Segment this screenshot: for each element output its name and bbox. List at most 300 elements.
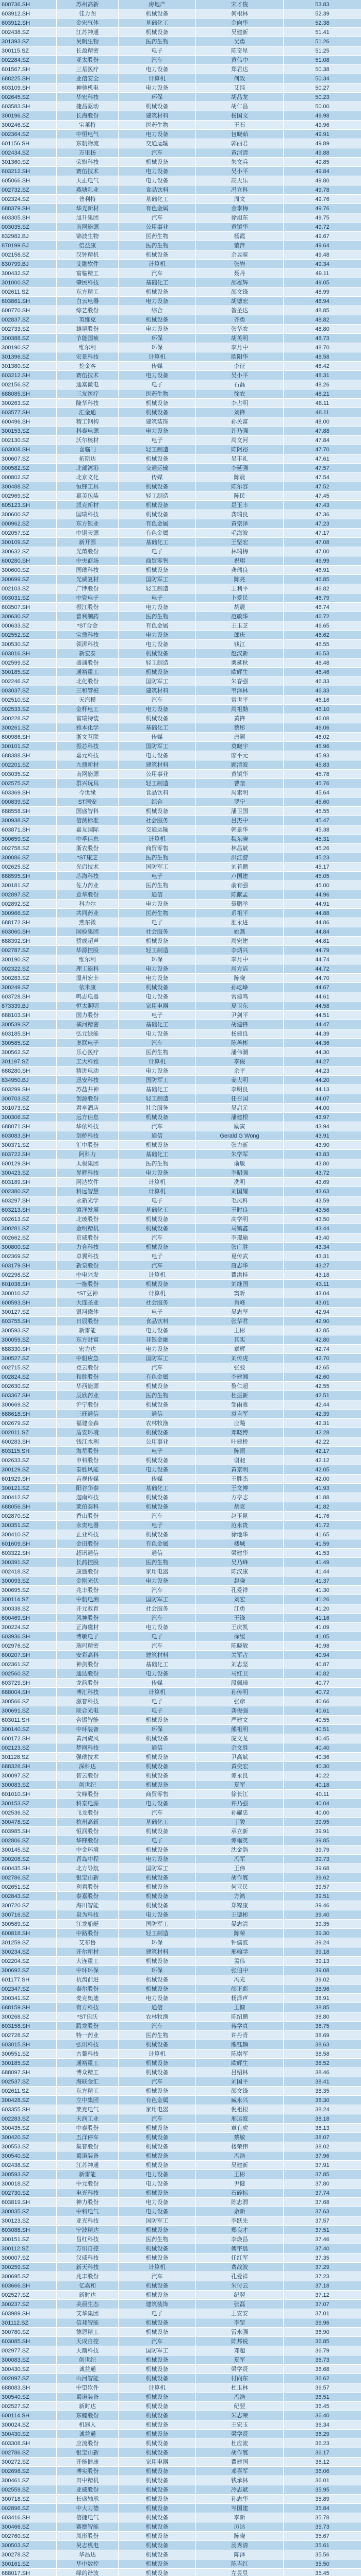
industry-cell: 交通运输 [119,139,196,148]
table-row [0,287,361,297]
score-cell: 47.36 [284,510,361,519]
score-cell: 47.08 [284,538,361,547]
stock-name-cell: 长药控股 [57,1558,119,1567]
manager-cell: 徐缓 [196,1632,284,1641]
stock-name-cell: 创世纪 [57,1781,119,1790]
stock-code-cell: 603083.SH [0,1131,57,1141]
manager-cell: 王庆凯 [196,1623,284,1632]
stock-name-cell: 泰尔股份 [57,1985,119,1994]
industry-cell: 电子 [119,1196,196,1206]
stock-name-cell: 精进电动 [57,1066,119,1076]
table-row [0,325,361,334]
stock-name-cell: 工大科雅 [57,1057,119,1066]
score-cell: 45.31 [284,835,361,844]
stock-name-cell: 神力股份 [57,2198,119,2207]
score-cell: 46.72 [284,612,361,621]
stock-code-cell: 300101.SZ [0,742,57,751]
table-row [0,2040,361,2049]
industry-cell: 社会服务 [119,1298,196,1308]
table-row [0,352,361,362]
manager-cell: 孙志华 [196,2495,284,2504]
table-row [0,1595,361,1604]
stock-name-cell: 宏景科技 [57,352,119,362]
score-cell: 49.72 [284,223,361,232]
stock-code-cell: 603722.SH [0,1150,57,1159]
manager-cell: 左昱昱 [196,2569,284,2576]
stock-code-cell: 688558.SH [0,807,57,816]
stock-code-cell: 000633.SZ [0,621,57,631]
manager-cell: 徐地华 [196,1530,284,1539]
manager-cell: 尹高斌 [196,1753,284,1762]
stock-name-cell: 金明精机 [57,1224,119,1233]
table-row [0,668,361,677]
industry-cell: 环保 [119,1966,196,1975]
industry-cell: 商贸零售 [119,844,196,853]
score-cell: 41.59 [284,1539,361,1549]
table-row [0,2467,361,2476]
industry-cell: 电子 [119,594,196,603]
table-row [0,2263,361,2272]
table-row [0,1391,361,1400]
manager-cell: 余文胜 [196,1743,284,1753]
stock-name-cell: 康盛股份 [57,1567,119,1577]
stock-name-cell: 天箭科技 [57,2346,119,2355]
industry-cell: 食品饮料 [119,185,196,195]
manager-cell: 高学明 [196,1215,284,1224]
table-row [0,1428,361,1437]
score-cell: 36.90 [284,2328,361,2337]
stock-name-cell: 银宝山新 [57,2448,119,2458]
industry-cell: 电力设备 [119,1910,196,1920]
score-cell: 48.80 [284,325,361,334]
industry-cell: 汽车 [119,269,196,278]
table-row [0,1530,361,1539]
stock-name-cell: 远方信息 [57,1113,119,1122]
industry-cell: 电子 [119,2309,196,2318]
industry-cell: 电力设备 [119,371,196,380]
industry-cell: 国防军工 [119,1920,196,1929]
industry-cell: 电力设备 [119,1799,196,1808]
manager-cell: 艾纯 [196,83,284,93]
stock-name-cell: 新宏泰 [57,649,119,658]
table-row [0,2420,361,2430]
manager-cell: 王锋 [196,1614,284,1623]
industry-cell: 机械设备 [119,2476,196,2485]
score-cell: 48.94 [284,297,361,306]
manager-cell: 黄镇华 [196,223,284,232]
table-row [0,770,361,779]
table-row [0,575,361,584]
industry-cell: 机械设备 [119,1781,196,1790]
stock-name-cell: 亿嘉和 [57,2281,119,2291]
score-cell: 43.80 [284,1159,361,1168]
industry-cell: 商贸零售 [119,556,196,566]
score-cell: 40.72 [284,1688,361,1697]
score-cell: 42.12 [284,1456,361,1465]
manager-cell: 窦昕 [196,1289,284,1298]
score-cell: 42.51 [284,1391,361,1400]
score-cell: 44.88 [284,909,361,918]
industry-cell: 机械设备 [119,2448,196,2458]
manager-cell: 陈雨 [196,1447,284,1456]
stock-code-cell: 300461.SZ [0,2476,57,2485]
table-row [0,1029,361,1039]
table-row [0,1141,361,1150]
stock-name-cell: 迦南科技 [57,1493,119,1502]
stock-name-cell: 泰胜风能 [57,1465,119,1475]
industry-cell: 电力设备 [119,1066,196,1076]
industry-cell: 电力设备 [119,640,196,649]
table-row [0,1419,361,1428]
table-row [0,2049,361,2059]
industry-cell: 机械设备 [119,2151,196,2161]
industry-cell: 机械设备 [119,566,196,575]
table-row [0,1233,361,1243]
stock-code-cell: 605066.SH [0,176,57,185]
stock-code-cell: 002633.SZ [0,1456,57,1465]
industry-cell: 机械设备 [119,668,196,677]
manager-cell: 任红军 [196,2253,284,2263]
score-cell: 39.57 [284,1883,361,1892]
industry-cell: 汽车 [119,1039,196,1048]
score-cell: 46.79 [284,594,361,603]
industry-cell: 机械设备 [119,2328,196,2337]
stock-code-cell: 603179.SH [0,1261,57,1270]
manager-cell: 沈金浩 [196,1845,284,1855]
industry-cell: 建筑材料 [119,760,196,770]
stock-code-cell: 605123.SH [0,501,57,510]
score-cell: 40.66 [284,1697,361,1706]
stock-name-cell: 艾布鲁 [57,1938,119,1947]
manager-cell: 张伯中 [196,1966,284,1975]
stock-code-cell: 300430.SZ [0,2430,57,2439]
score-cell: 36.45 [284,2402,361,2411]
manager-cell: 关军占 [196,1651,284,1660]
manager-cell: 王彬 [196,2170,284,2179]
stock-name-cell: 中环环保 [57,1966,119,1975]
stock-name-cell: 苏盐井神 [57,1085,119,1094]
table-row [0,1261,361,1270]
score-cell: 42.05 [284,1465,361,1475]
stock-code-cell: 002201.SZ [0,760,57,770]
score-cell: 43.72 [284,1168,361,1178]
stock-name-cell: 开能健康 [57,2458,119,2467]
stock-name-cell: 九鼎新材 [57,760,119,770]
stock-name-cell: 智云股份 [57,1771,119,1781]
stock-name-cell: 嘉元科技 [57,751,119,760]
stock-name-cell: 通富微电 [57,380,119,389]
manager-cell: 李焕昌 [196,2235,284,2244]
manager-cell: 是玉丰 [196,501,284,510]
table-row [0,2216,361,2226]
score-cell: 43.94 [284,1122,361,1131]
stock-name-cell: 开元教育 [57,1604,119,1614]
stock-name-cell: 宁波精达 [57,2226,119,2235]
score-cell: 43.31 [284,1252,361,1261]
score-cell: 48.82 [284,315,361,325]
table-row [0,2235,361,2244]
score-cell: 44.58 [284,1002,361,1011]
table-row [0,399,361,408]
stock-name-cell: 三旺通信 [57,1410,119,1419]
manager-cell: 俞有强 [196,881,284,890]
industry-cell: 电子 [119,872,196,881]
industry-cell: 计算机 [119,1178,196,1187]
stock-code-cell: 603213.SH [0,1206,57,1215]
score-cell: 45.93 [284,751,361,760]
stock-name-cell: 蜀道装备 [57,2151,119,2161]
manager-cell: 郑锦康 [196,1901,284,1910]
manager-cell: 胡德宏 [196,297,284,306]
industry-cell: 有色金属 [119,529,196,538]
score-cell: 35.61 [284,2541,361,2550]
manager-cell: 臧永兴 [196,2096,284,2105]
manager-cell: 严建文 [196,1716,284,1725]
industry-cell: 非银金融 [119,1335,196,1345]
stock-name-cell: 申科股份 [57,1456,119,1465]
stock-code-cell: 300185.SZ [0,2059,57,2068]
stock-name-cell: 天润工业 [57,2114,119,2124]
manager-cell: 朱春强 [196,677,284,686]
industry-cell: 机械设备 [119,1957,196,1966]
table-row [0,46,361,56]
manager-cell: 吴建新 [196,2161,284,2170]
stock-code-cell: 688618.SH [0,1410,57,1419]
table-row [0,297,361,306]
stock-name-cell: 旭升集团 [57,213,119,223]
score-cell: 45.60 [284,798,361,807]
industry-cell: 机械设备 [119,1502,196,1512]
manager-cell: 费战波 [196,2263,284,2272]
industry-cell: 公用事业 [119,1437,196,1447]
table-row [0,380,361,389]
stock-name-cell: 万讯自控 [57,2244,119,2253]
score-cell: 46.46 [284,668,361,677]
stock-name-cell: 南网能源 [57,770,119,779]
manager-cell: 淮永进 [196,918,284,927]
table-row [0,510,361,519]
manager-cell: 廖平元 [196,751,284,760]
industry-cell: 汽车 [119,1261,196,1270]
stock-name-cell: 北部湾港 [57,464,119,473]
stock-code-cell: 301197.SZ [0,1057,57,1066]
stock-code-cell: 688097.SH [0,2068,57,2077]
manager-cell: 王利平 [196,584,284,594]
score-cell: 49.88 [284,148,361,158]
manager-cell: 吕绍林 [196,2068,284,2077]
industry-cell: 建筑材料 [119,111,196,121]
table-row [0,2022,361,2031]
table-row [0,1614,361,1623]
stock-name-cell: 福建金森 [57,1419,119,1428]
stock-code-cell: 003037.SZ [0,686,57,696]
stock-name-cell: *ST合金 [57,621,119,631]
stock-code-cell: 300261.SZ [0,723,57,733]
stock-code-cell: 300720.SZ [0,1901,57,1910]
table-row [0,74,361,83]
stock-name-cell: 喜临门 [57,445,119,454]
table-row [0,1243,361,1252]
stock-name-cell: 综艺股份 [57,306,119,315]
stock-code-cell: 002758.SZ [0,844,57,853]
manager-cell: 冷志斌 [196,2485,284,2495]
stock-code-cell: 300540.SZ [0,2151,57,2161]
stock-name-cell: 万里扬 [57,148,119,158]
stock-code-cell: 300259.SZ [0,2263,57,2272]
stock-name-cell: 华昌达 [57,2550,119,2560]
manager-cell: 刘继国 [196,1280,284,1289]
industry-cell: 机械设备 [119,2124,196,2133]
manager-cell: 王宏玉 [196,2420,284,2430]
industry-cell: 计算机 [119,2263,196,2272]
manager-cell: 夏军 [196,1781,284,1790]
table-row [0,779,361,788]
industry-cell: 交通运输 [119,825,196,835]
stock-name-cell: 中瓷电子 [57,594,119,603]
score-cell: 39.46 [284,1901,361,1910]
stock-name-cell: 麦克奥迪 [57,1994,119,2003]
score-cell: 41.26 [284,1595,361,1604]
stock-code-cell: 002837.SZ [0,315,57,325]
stock-name-cell: 浙农股份 [57,844,119,853]
industry-cell: 机械设备 [119,1224,196,1233]
table-row [0,677,361,686]
stock-name-cell: 科力尔 [57,900,119,909]
score-cell: 36.79 [284,2346,361,2355]
stock-name-cell: 超讯通信 [57,1549,119,1558]
manager-cell: 邵文锋 [196,2087,284,2096]
industry-cell: 环保 [119,1725,196,1734]
stock-name-cell: 北化股份 [57,677,119,686]
stock-code-cell: 603989.SH [0,2309,57,2318]
manager-cell: 邓喜军 [196,2467,284,2476]
score-cell: 36.51 [284,2393,361,2402]
industry-cell: 有色金属 [119,2096,196,2105]
stock-name-cell: 科泰电源 [57,427,119,436]
stock-name-cell: 中航电测 [57,1595,119,1604]
stock-code-cell: 300428.SZ [0,2096,57,2105]
stock-code-cell: 300185.SZ [0,668,57,677]
manager-cell: 唐志华 [196,1261,284,1270]
stock-code-cell: 300527.SZ [0,1354,57,1363]
table-row [0,1280,361,1289]
stock-code-cell: 300632.SZ [0,547,57,556]
manager-cell: 李俊 [196,1057,284,1066]
stock-code-cell: 300127.SZ [0,1308,57,1317]
industry-cell: 机械设备 [119,2059,196,2068]
manager-cell: 陈晓 [196,974,284,983]
industry-cell: 电力设备 [119,631,196,640]
manager-cell: 蒋学真 [196,2022,284,2031]
industry-cell: 电力设备 [119,2179,196,2189]
industry-cell: 通信 [119,1549,196,1558]
industry-cell: 机械设备 [119,1716,196,1725]
table-row [0,807,361,816]
stock-code-cell: 603299.SH [0,1085,57,1094]
manager-cell: 邓晓博 [196,1428,284,1437]
industry-cell: 机械设备 [119,1883,196,1892]
table-row [0,1484,361,1493]
industry-cell: 基础化工 [119,195,196,204]
industry-cell: 汽车 [119,1233,196,1243]
industry-cell: 轻工制造 [119,779,196,788]
table-row [0,241,361,250]
table-row [0,547,361,556]
industry-cell: 国防军工 [119,1354,196,1363]
table-row [0,260,361,269]
stock-code-cell: 002733.SZ [0,325,57,334]
stock-code-cell: 002130.SZ [0,436,57,445]
stock-name-cell: 英维克 [57,315,119,325]
score-cell: 44.70 [284,974,361,983]
stock-name-cell: 力合科技 [57,1243,119,1252]
stock-code-cell: 300780.SZ [0,2328,57,2337]
stock-code-cell: 603912.SH [0,9,57,19]
stock-code-cell: 300123.SZ [0,2216,57,2226]
industry-cell: 电力设备 [119,2207,196,2216]
industry-cell: 机械设备 [119,1753,196,1762]
score-cell: 35.50 [284,2560,361,2569]
manager-cell: 冯立科 [196,185,284,195]
manager-cell: 张磊 [196,2300,284,2309]
stock-code-cell: 002787.SZ [0,946,57,955]
manager-cell: 吴丰礼 [196,454,284,464]
stock-code-cell: 300938.SZ [0,816,57,825]
manager-cell: 胡克 [196,1502,284,1512]
score-cell: 43.59 [284,1196,361,1206]
manager-cell: 刘若鹏 [196,862,284,872]
score-cell: 46.62 [284,631,361,640]
table-row [0,1196,361,1206]
stock-code-cell: 300024.SZ [0,2420,57,2430]
score-cell: 44.20 [284,1076,361,1085]
manager-cell: 林昌斌 [196,844,284,853]
table-row [0,2281,361,2291]
stock-name-cell: 光启技术 [57,862,119,872]
table-row [0,1966,361,1975]
stock-name-cell: 弘元绿能 [57,1029,119,1039]
table-row [0,130,361,139]
score-cell: 40.22 [284,1771,361,1781]
stock-code-cell: 300593.SZ [0,2170,57,2179]
score-cell: 49.96 [284,121,361,130]
score-cell: 43.40 [284,1233,361,1243]
stock-name-cell: *ST康芝 [57,853,119,862]
industry-cell: 环保 [119,93,196,102]
score-cell: 44.74 [284,955,361,964]
industry-cell: 电力设备 [119,1326,196,1335]
manager-cell: 王坚宏 [196,538,284,547]
table-row [0,111,361,121]
stock-code-cell: 603369.SH [0,788,57,798]
stock-name-cell: 苏州高新 [57,0,119,9]
stock-name-cell: 古鳌科技 [57,2049,119,2059]
manager-cell: 李璟瑜 [196,1233,284,1243]
manager-cell: 邵雄辉 [196,278,284,287]
manager-cell: 岑国建 [196,2504,284,2513]
stock-code-cell: 300669.SZ [0,1400,57,1410]
stock-code-cell: 300659.SZ [0,835,57,844]
stock-code-cell: 002283.SZ [0,2114,57,2124]
industry-cell: 房地产 [119,0,196,9]
table-row [0,1252,361,1261]
industry-cell: 机械设备 [119,158,196,167]
manager-cell: 范敏华 [196,612,284,621]
manager-cell: 励寅 [196,1122,284,1131]
stock-code-cell: 002438.SZ [0,2161,57,2170]
industry-cell: 综合 [119,798,196,807]
industry-cell: 计算机 [119,1187,196,1196]
